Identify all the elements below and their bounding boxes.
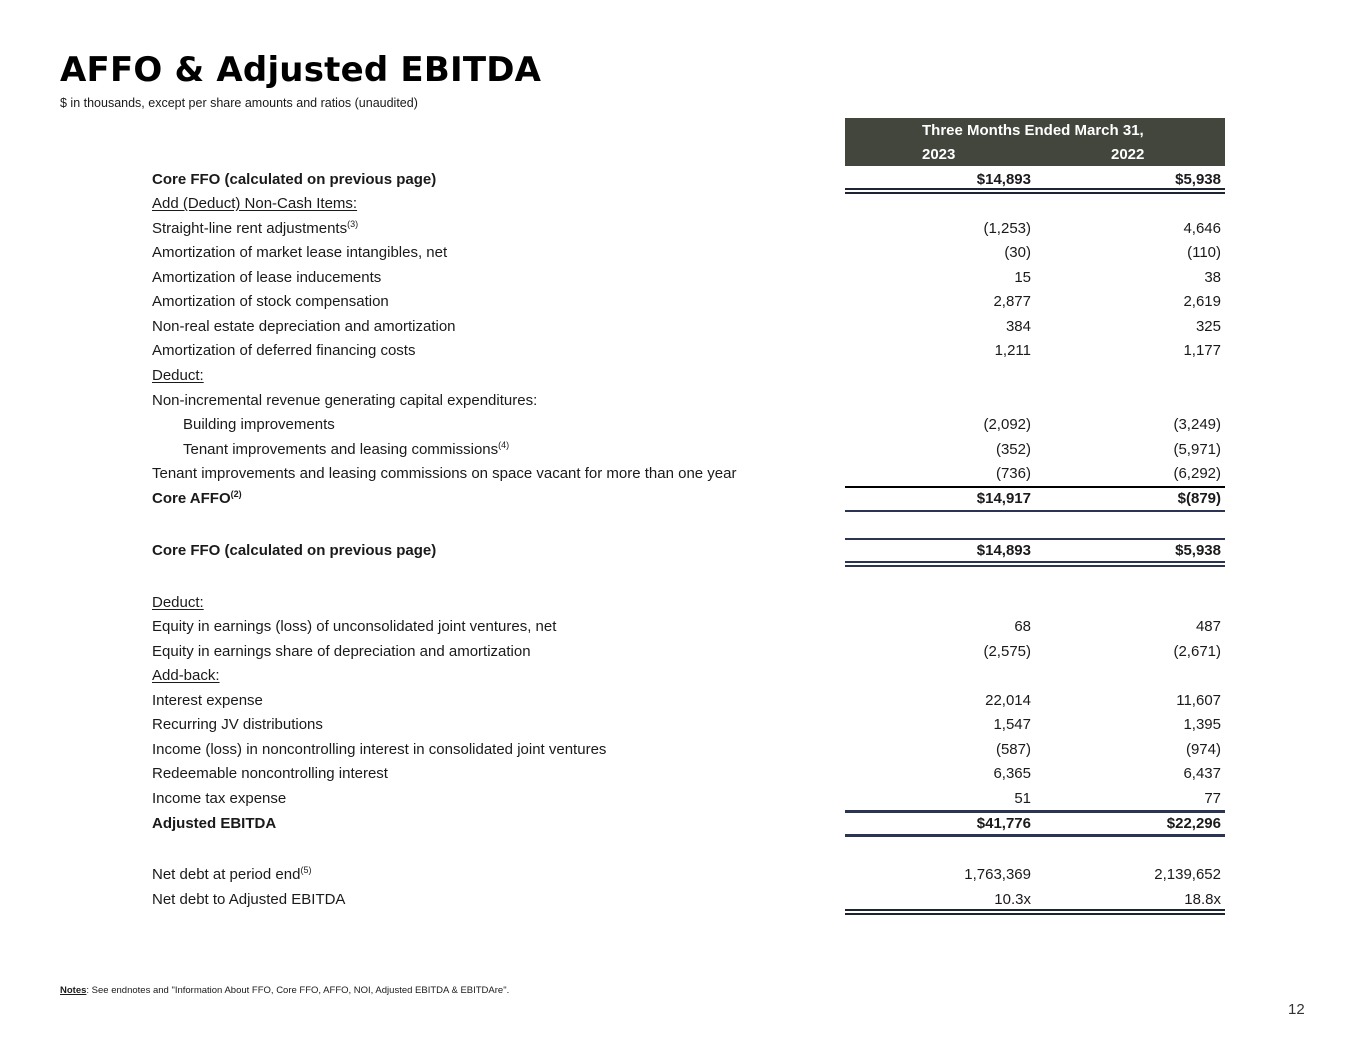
value-2022: 2,139,652 (1154, 866, 1221, 883)
value-2023: 68 (1014, 618, 1031, 635)
row-label-text: Net debt at period end (152, 866, 301, 883)
table-row (152, 713, 1225, 737)
row-label-text: Equity in earnings (loss) of unconsolidated joint ventures, net (152, 618, 557, 635)
row-label-text: Core AFFO (152, 490, 231, 507)
value-2022: (5,971) (1173, 441, 1221, 458)
row-label (152, 863, 311, 887)
value-2023: 2,877 (993, 293, 1031, 310)
row-label-text: Non-real estate depreciation and amortization (152, 318, 456, 335)
row-label-text: Building improvements (183, 416, 335, 433)
row-label-text: Core FFO (calculated on previous page) (152, 171, 437, 188)
value-2022: (6,292) (1173, 465, 1221, 482)
row-label-text: Amortization of market lease intangibles, net (152, 244, 448, 261)
row-label (152, 812, 276, 836)
table-row (152, 738, 1225, 762)
row-label-text: Non-incremental revenue generating capital expenditures: (152, 392, 538, 409)
row-label-text: Straight-line rent adjustments (152, 220, 348, 237)
value-2022: 2,619 (1183, 293, 1221, 310)
value-2023: $14,893 (976, 542, 1031, 559)
row-label (152, 389, 537, 413)
value-2022: 325 (1195, 318, 1221, 335)
row-label-text: Amortization of stock compensation (152, 293, 389, 310)
value-2023: (736) (995, 465, 1031, 482)
value-2023: 51 (1014, 790, 1031, 807)
row-label (152, 290, 389, 314)
value-2023: $14,917 (976, 490, 1031, 507)
value-2023: 1,211 (994, 342, 1031, 359)
table-row (152, 664, 1225, 688)
table-row (152, 266, 1225, 290)
value-2023: $41,776 (976, 815, 1031, 832)
row-label (152, 241, 447, 265)
row-label (152, 192, 357, 216)
value-2023: 1,547 (993, 716, 1031, 733)
table-row (152, 389, 1225, 413)
double-rule-core-ffo (845, 188, 1225, 194)
value-2022: 11,607 (1176, 692, 1221, 709)
row-label-text: Recurring JV distributions (152, 716, 323, 733)
row-label (152, 591, 204, 615)
footnote-ref: (5) (300, 865, 312, 875)
row-label-text: Core FFO (calculated on previous page) (152, 542, 437, 559)
row-label-text: Interest expense (152, 692, 263, 709)
value-2022: 4,646 (1183, 220, 1221, 237)
row-label-text: Adjusted EBITDA (152, 815, 277, 832)
row-label (152, 539, 436, 563)
page-title: AFFO & Adjusted EBITDA (60, 50, 542, 90)
table-row (152, 364, 1225, 388)
table-row (152, 812, 1225, 836)
value-2022: 1,177 (1183, 342, 1221, 359)
value-2023: (2,575) (983, 643, 1031, 660)
row-label (152, 168, 436, 192)
notes-text: : See endnotes and "Information About FFO, Core FFO, AFFO, NOI, Adjusted EBITDA & EBITDAre". (86, 985, 510, 996)
table-row (152, 591, 1225, 615)
value-2023: (352) (995, 441, 1031, 458)
period-header: Three Months Ended March 31, (922, 122, 1144, 139)
row-label (152, 364, 204, 388)
value-2022: 6,437 (1183, 765, 1221, 782)
row-label-text: Amortization of lease inducements (152, 269, 382, 286)
value-2022: $5,938 (1175, 171, 1221, 188)
value-2022: $22,296 (1166, 815, 1221, 832)
value-2023: (2,092) (983, 416, 1031, 433)
table-row (152, 413, 1225, 437)
table-row (152, 787, 1225, 811)
table-row (152, 241, 1225, 265)
table-row (152, 192, 1225, 216)
table-row (152, 762, 1225, 786)
table-row (152, 315, 1225, 339)
row-label (152, 339, 415, 363)
table-row (152, 438, 1225, 462)
value-2022: 18.8x (1184, 891, 1221, 908)
row-label-text: Income (loss) in noncontrolling interest in consolidated joint ventures (152, 741, 607, 758)
row-label (152, 462, 736, 486)
rule-below-core-affo (845, 510, 1225, 512)
rule-above-core-ffo-2 (845, 538, 1225, 540)
value-2022: (3,249) (1173, 416, 1221, 433)
row-label (152, 888, 345, 912)
value-2022: $(879) (1177, 490, 1221, 507)
row-label-text: Add (Deduct) Non-Cash Items: (152, 195, 358, 212)
footnote (60, 985, 509, 996)
value-2022: 487 (1195, 618, 1221, 635)
row-label (183, 413, 335, 437)
value-2023: 10.3x (994, 891, 1031, 908)
row-label (152, 615, 556, 639)
row-label (152, 787, 286, 811)
row-label (152, 640, 531, 664)
value-2023: 384 (1005, 318, 1031, 335)
row-label-text: Net debt to Adjusted EBITDA (152, 891, 346, 908)
value-2023: 1,763,369 (964, 866, 1031, 883)
rule-above-adjusted-ebitda (845, 810, 1225, 813)
table-header (845, 118, 1225, 166)
value-2022: $5,938 (1175, 542, 1221, 559)
value-2022: (2,671) (1173, 643, 1221, 660)
table-row (152, 290, 1225, 314)
value-2023: (30) (1004, 244, 1031, 261)
table-row (152, 689, 1225, 713)
table-row (152, 462, 1225, 486)
row-label (152, 266, 381, 290)
page-subtitle: $ in thousands, except per share amounts and ratios (unaudited) (60, 96, 418, 110)
double-rule-core-ffo-2 (845, 561, 1225, 567)
table-row (152, 217, 1225, 241)
table-row (152, 539, 1225, 563)
value-2023: 6,365 (993, 765, 1031, 782)
rule-above-core-affo (845, 486, 1225, 488)
value-2023: (587) (995, 741, 1031, 758)
table-row (152, 339, 1225, 363)
value-2022: (974) (1185, 741, 1221, 758)
row-label-text: Income tax expense (152, 790, 287, 807)
row-label-text: Redeemable noncontrolling interest (152, 765, 388, 782)
footnote-ref: (2) (230, 489, 242, 499)
row-label-text: Equity in earnings share of depreciation and amortization (152, 643, 531, 660)
table-row (152, 863, 1225, 887)
row-label (152, 664, 220, 688)
footnote-ref: (4) (498, 440, 510, 450)
value-2022: 77 (1204, 790, 1221, 807)
row-label-text: Add-back: (152, 667, 220, 684)
row-label (183, 438, 509, 462)
value-2023: 22,014 (985, 692, 1031, 709)
value-2022: 38 (1204, 269, 1221, 286)
table-row (152, 640, 1225, 664)
row-label-text: Amortization of deferred financing costs (152, 342, 416, 359)
row-label (152, 315, 456, 339)
notes-label: Notes (60, 985, 87, 996)
page-number: 12 (1288, 1001, 1305, 1018)
row-label (152, 762, 388, 786)
row-label-text: Deduct: (152, 367, 204, 384)
table-row (152, 615, 1225, 639)
row-label (152, 713, 323, 737)
double-rule-leverage (845, 909, 1225, 915)
value-2022: (110) (1187, 244, 1221, 261)
value-2022: 1,395 (1183, 716, 1221, 733)
row-label (152, 217, 358, 241)
column-header-2023: 2023 (922, 146, 956, 163)
value-2023: (1,253) (983, 220, 1031, 237)
row-label (152, 738, 606, 762)
row-label (152, 689, 263, 713)
value-2023: $14,893 (976, 171, 1031, 188)
row-label-text: Tenant improvements and leasing commissions on space vacant for more than one year (152, 465, 737, 482)
column-header-2022: 2022 (1111, 146, 1145, 163)
table-row (152, 487, 1225, 511)
row-label (152, 487, 242, 511)
row-label-text: Tenant improvements and leasing commissions (183, 441, 499, 458)
value-2023: 15 (1014, 269, 1031, 286)
row-label-text: Deduct: (152, 594, 204, 611)
rule-below-adjusted-ebitda (845, 834, 1225, 837)
footnote-ref: (3) (347, 219, 359, 229)
